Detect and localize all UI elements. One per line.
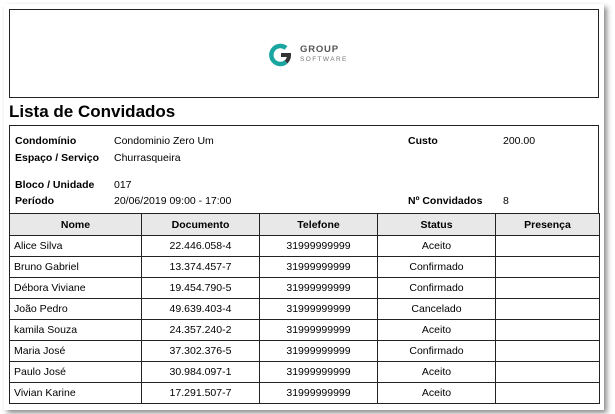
cell-nome: Débora Viviane bbox=[10, 278, 142, 299]
periodo-label: Período bbox=[15, 195, 55, 207]
header-status: Status bbox=[378, 214, 496, 236]
cell-presenca bbox=[496, 341, 600, 362]
bloco-value: 017 bbox=[114, 179, 132, 191]
convidados-value: 8 bbox=[503, 195, 509, 207]
cell-presenca bbox=[496, 278, 600, 299]
cell-documento: 22.446.058-4 bbox=[142, 236, 260, 257]
table-row bbox=[10, 299, 600, 320]
cell-status: Aceito bbox=[378, 383, 496, 404]
table-row bbox=[10, 257, 600, 278]
cell-telefone: 31999999999 bbox=[260, 320, 378, 341]
header-telefone: Telefone bbox=[260, 214, 378, 236]
table-row bbox=[10, 383, 600, 404]
cell-documento: 13.374.457-7 bbox=[142, 257, 260, 278]
cell-telefone: 31999999999 bbox=[260, 278, 378, 299]
cell-documento: 24.357.240-2 bbox=[142, 320, 260, 341]
cell-presenca bbox=[496, 362, 600, 383]
espaco-label: Espaço / Serviço bbox=[15, 152, 100, 164]
page-title: Lista de Convidados bbox=[9, 102, 176, 121]
cell-status: Cancelado bbox=[378, 299, 496, 320]
group-software-logo-icon bbox=[268, 43, 294, 67]
table-row bbox=[10, 362, 600, 383]
cell-status: Aceito bbox=[378, 236, 496, 257]
header-nome: Nome bbox=[10, 214, 142, 236]
table-row bbox=[10, 320, 600, 341]
cell-presenca bbox=[496, 383, 600, 404]
cell-nome: João Pedro bbox=[10, 299, 142, 320]
custo-value: 200.00 bbox=[503, 135, 536, 147]
custo-label: Custo bbox=[408, 135, 438, 147]
cell-documento: 19.454.790-5 bbox=[142, 278, 260, 299]
report-page bbox=[4, 4, 604, 410]
header-logo-box bbox=[9, 9, 599, 98]
reservation-info-box bbox=[9, 125, 599, 213]
espaco-value: Churrasqueira bbox=[114, 152, 181, 164]
cell-telefone: 31999999999 bbox=[260, 257, 378, 278]
cell-presenca bbox=[496, 299, 600, 320]
cell-presenca bbox=[496, 257, 600, 278]
guest-table bbox=[9, 213, 600, 404]
company-logo bbox=[268, 43, 348, 67]
table-row bbox=[10, 341, 600, 362]
cell-nome: Bruno Gabriel bbox=[10, 257, 142, 278]
cell-status: Aceito bbox=[378, 320, 496, 341]
cell-documento: 49.639.403-4 bbox=[142, 299, 260, 320]
cell-documento: 30.984.097-1 bbox=[142, 362, 260, 383]
cell-documento: 37.302.376-5 bbox=[142, 341, 260, 362]
condominio-label: Condomínio bbox=[15, 135, 77, 147]
cell-nome: Maria José bbox=[10, 341, 142, 362]
cell-status: Confirmado bbox=[378, 257, 496, 278]
cell-telefone: 31999999999 bbox=[260, 341, 378, 362]
header-presenca: Presença bbox=[496, 214, 600, 236]
logo-text-software: SOFTWARE bbox=[300, 56, 348, 63]
cell-nome: Vivian Karine bbox=[10, 383, 142, 404]
condominio-value: Condominio Zero Um bbox=[114, 135, 214, 147]
cell-telefone: 31999999999 bbox=[260, 362, 378, 383]
cell-telefone: 31999999999 bbox=[260, 383, 378, 404]
cell-nome: Alice Silva bbox=[10, 236, 142, 257]
cell-presenca bbox=[496, 236, 600, 257]
cell-telefone: 31999999999 bbox=[260, 236, 378, 257]
cell-status: Aceito bbox=[378, 362, 496, 383]
periodo-value: 20/06/2019 09:00 - 17:00 bbox=[114, 195, 232, 207]
table-row bbox=[10, 236, 600, 257]
logo-text-group: GROUP bbox=[300, 44, 339, 55]
header-documento: Documento bbox=[142, 214, 260, 236]
cell-nome: kamila Souza bbox=[10, 320, 142, 341]
convidados-label: Nº Convidados bbox=[408, 195, 483, 207]
bloco-label: Bloco / Unidade bbox=[15, 179, 95, 191]
table-header-row bbox=[10, 214, 600, 236]
cell-presenca bbox=[496, 320, 600, 341]
cell-documento: 17.291.507-7 bbox=[142, 383, 260, 404]
table-row bbox=[10, 278, 600, 299]
cell-telefone: 31999999999 bbox=[260, 299, 378, 320]
cell-nome: Paulo José bbox=[10, 362, 142, 383]
cell-status: Confirmado bbox=[378, 278, 496, 299]
cell-status: Confirmado bbox=[378, 341, 496, 362]
